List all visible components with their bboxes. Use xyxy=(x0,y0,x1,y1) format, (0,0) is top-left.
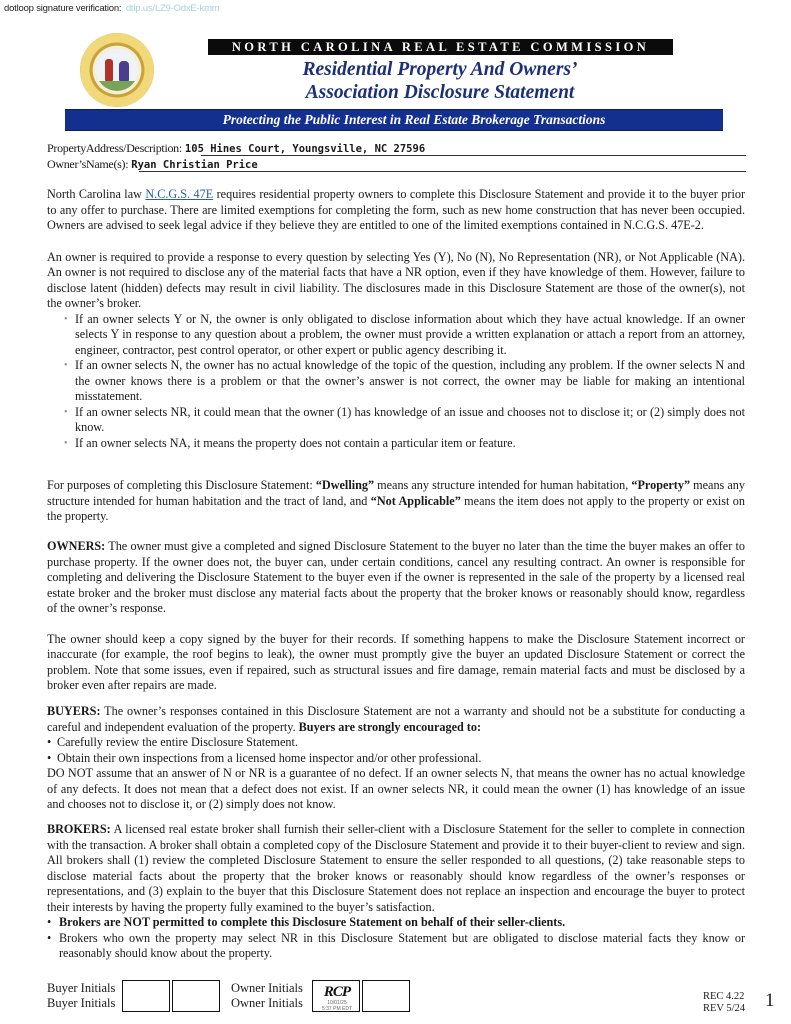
owners-text: The owner must give a completed and signed Disclosure Statement to the buyer no later than the time the buyer makes an offer to purchase property. If the owner does not, the buyer can, under certain conditions, cancel any resulting contract. An owner is responsible for completing and delivering the Disclosure Statement to the buyer even if the owner is represented in the sale of the property by a licensed real estate broker and the broker must disclose any material facts about the property that the broker knows or reasonably should know, regardless of the owner’s response. xyxy=(47,539,745,615)
buyers-text: The owner’s responses contained in this Disclosure Statement are not a warranty and should not be a substitute for conducting a careful and independent evaluation of the property. xyxy=(47,704,745,734)
list-item: • If an owner selects NR, it could mean that the owner (1) has knowledge of an issue and chooses not to disclose it; or (2) simply does not know. xyxy=(47,405,745,436)
term-dwelling: “Dwelling” xyxy=(315,478,375,492)
brokers-section xyxy=(47,822,745,962)
intro-paragraph-2: An owner is required to provide a response to every question by selecting Yes (Y), No (N), No Representation (NR), or Not Applicable (NA). An owner is not required to disclose any of the material facts that have a NR option, even if they have knowledge of them. However, failure to disclose latent (hidden) defects may result in civil liability. The disclosures made in this Disclosure Statement are those of the owner(s), not the owner’s broker. xyxy=(47,249,745,310)
brokers-heading: BROKERS: xyxy=(47,822,111,836)
owner-initials-label-1: Owner Initials xyxy=(231,981,303,995)
term-not-applicable: “Not Applicable” xyxy=(370,493,461,508)
buyers-heading: BUYERS: xyxy=(47,704,101,718)
dotloop-verification xyxy=(4,3,220,14)
ncgs-47e-link[interactable]: N.C.G.S. 47E xyxy=(145,187,214,201)
commission-banner: NORTH CAROLINA REAL ESTATE COMMISSION xyxy=(208,39,673,55)
buyer-initials-labels xyxy=(47,981,115,1011)
def-dwelling: means any structure intended for human habitation, xyxy=(374,478,632,492)
property-address-field[interactable] xyxy=(47,141,425,156)
owner-initials-box-1[interactable] xyxy=(312,980,360,1012)
nc-state-seal-icon xyxy=(80,33,154,107)
property-address-underline xyxy=(201,155,746,156)
owner-initials-label-2: Owner Initials xyxy=(231,996,303,1010)
owners-heading: OWNERS: xyxy=(47,539,106,553)
intro-section xyxy=(47,187,745,451)
form-revision xyxy=(703,991,745,1015)
list-item: • If an owner selects NA, it means the property does not contain a particular item or feature. xyxy=(47,436,745,452)
owner-name-label: Owner’sName(s): xyxy=(47,157,129,171)
tagline-text: Protecting the Public Interest in Real Estate Brokerage Transactions xyxy=(222,112,606,127)
buyers-encouraged: Buyers are strongly encouraged to: xyxy=(298,719,482,734)
owner-initials-labels xyxy=(231,981,303,1011)
owners-section xyxy=(47,539,745,694)
definitions-paragraph xyxy=(47,478,745,525)
page-number: 1 xyxy=(765,990,775,1011)
buyers-paragraph-1 xyxy=(47,704,745,735)
rev-date: REV 5/24 xyxy=(703,1003,746,1014)
def-not-applicable: means the item does not apply to the property or exist on the property. xyxy=(47,493,745,523)
intro-paragraph-1 xyxy=(47,187,745,234)
owner-initials-box-2[interactable] xyxy=(362,980,410,1012)
signature-time: 5:37 PM EDT xyxy=(321,1005,352,1012)
owner-initials-signature: RCP xyxy=(323,984,351,1000)
brokers-text: A licensed real estate broker shall furnish their seller-client with a Disclosure Statement for the seller to complete in connection with the transaction. A broker shall obtain a completed copy of the Disclosure Statement and provide it to their buyer-client to review and sign. All brokers shall (1) review the completed Disclosure Statement to ensure the seller responded to all questions, (2) take reasonable steps to disclose material facts about the property that the broker knows or reasonably should know regardless of the owner’s responses or representations, and (3) explain to the buyer that this Disclosure Statement does not replace an inspection and encourage the buyer to protect their interests by having the property fully examined to the buyer’s satisfaction. xyxy=(47,822,745,914)
signature-timestamp xyxy=(313,1001,361,1012)
list-item: • If an owner selects N, the owner has no actual knowledge of the topic of the question, including any problem. If the owner selects N and the owner knows there is a problem or that the owner’s answer is not correct, the owner may be liable for making an intentional misstatement. xyxy=(47,358,745,405)
intro-text: North Carolina law xyxy=(47,187,146,201)
owner-name-underline xyxy=(139,171,746,172)
property-address-value[interactable]: 105 Hines Court, Youngsville, NC 27596 xyxy=(184,143,426,155)
buyer-recommendations-list xyxy=(47,735,745,766)
def-property: means any structure intended for human habitation and the tract of land, and xyxy=(47,478,745,508)
rec-number: REC 4.22 xyxy=(703,991,745,1002)
owners-paragraph-1 xyxy=(47,539,745,617)
buyer-initials-box-2[interactable] xyxy=(172,980,220,1012)
list-item: • Brokers who own the property may select NR in this Disclosure Statement but are obligated to disclose material facts they know or reasonably should know about the property. xyxy=(47,931,745,962)
list-item: • If an owner selects Y or N, the owner is only obligated to disclose information about which they have actual knowledge. If an owner selects Y in response to any question about a problem, the owner must provide a written explanation or attach a report from an attorney, engineer, contractor, pest control operator, or other expert or public agency describing it. xyxy=(47,312,745,359)
buyer-initials-box-1[interactable] xyxy=(122,980,170,1012)
list-item: • Carefully review the entire Disclosure Statement. xyxy=(47,735,745,751)
title-line-2: Association Disclosure Statement xyxy=(305,82,575,103)
broker-rule-bold: Brokers are NOT permitted to complete this Disclosure Statement on behalf of their seller-clients. xyxy=(59,915,566,929)
tagline-banner xyxy=(65,109,723,131)
definitions-lead: For purposes of completing this Disclosure Statement: xyxy=(47,478,316,492)
broker-rules-list xyxy=(47,915,745,962)
owner-name-field[interactable] xyxy=(47,157,258,172)
definitions-section xyxy=(47,478,745,525)
owners-paragraph-2: The owner should keep a copy signed by the buyer for their records. If something happens to make the Disclosure Statement incorrect or inaccurate (for example, the roof begins to leak), the owner must promptly give the buyer an updated Disclosure Statement or correct the problem. Note that some issues, even if repaired, such as structural issues and fire damage, remain material facts and must be disclosed by a broker even after repairs are made. xyxy=(47,631,745,692)
verification-id-link[interactable]: dtlp.us/LZ9-OdxE-kmm xyxy=(125,3,220,14)
list-item: • Obtain their own inspections from a licensed home inspector and/or other professional. xyxy=(47,751,745,767)
buyers-paragraph-2: DO NOT assume that an answer of N or NR is a guarantee of no defect. If an owner selects N, that means the owner has no actual knowledge of any defects. It does not mean that a defect does not exist. If an owner selects NR, it could mean the owner (1) has knowledge of an issue and chooses not to disclose it, or (2) simply does not know. xyxy=(47,766,745,811)
intro-text-cont: requires residential property owners to complete this Disclosure Statement and provide it to the buyer prior to any offer to purchase. There are limited exemptions for completing the form, such as new home construction that has never been occupied. Owners are advised to seek legal advice if they believe they are entitled to one of the limited exemptions contained in N.C.G.S. 47E-2. xyxy=(47,187,745,232)
title-line-1: Residential Property And Owners’ xyxy=(302,59,578,80)
list-item xyxy=(47,915,745,931)
page-title xyxy=(200,58,680,104)
property-address-label: PropertyAddress/Description: xyxy=(47,141,182,155)
buyer-initials-label-2: Buyer Initials xyxy=(47,996,116,1010)
term-property: “Property” xyxy=(631,478,691,492)
buyer-initials-label-1: Buyer Initials xyxy=(47,981,116,995)
verification-label: dotloop signature verification: xyxy=(4,3,122,14)
response-options-list xyxy=(47,312,745,452)
buyers-section xyxy=(47,704,745,813)
brokers-paragraph xyxy=(47,822,745,915)
owner-name-value[interactable]: Ryan Christian Price xyxy=(131,159,258,171)
signature-date: 10/01/25 xyxy=(327,1000,347,1006)
